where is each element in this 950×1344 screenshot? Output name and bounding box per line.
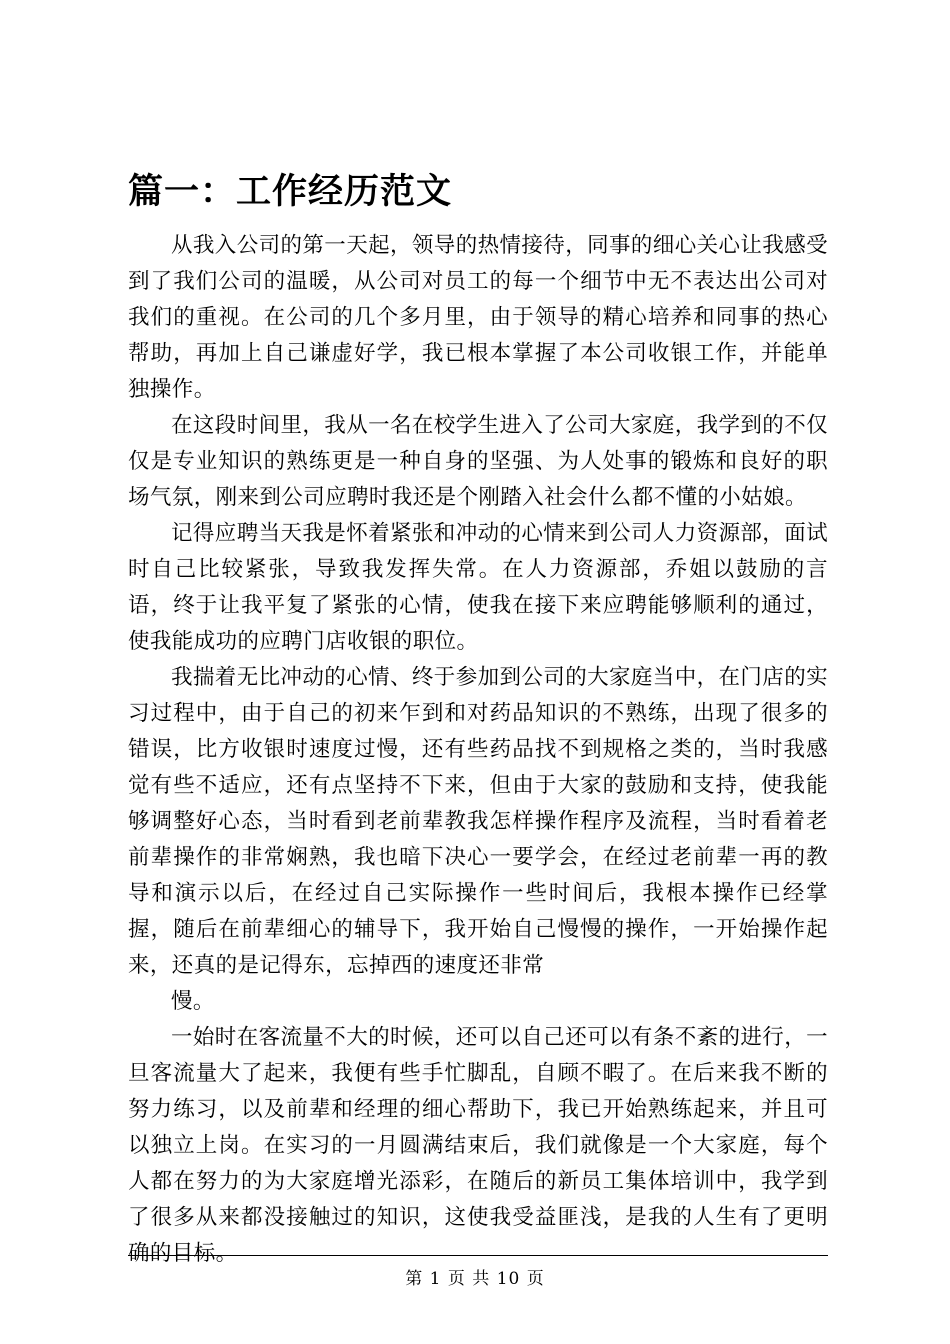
footer-divider — [128, 1255, 828, 1256]
paragraph-1: 从我入公司的第一天起，领导的热情接待，同事的细心关心让我感受到了我们公司的温暖，从公司对员工的每一个细节中无不表达出公司对我们的重视。在公司的几个多月里，由于领导的精心培养和同事的热心帮助，再加上自己谦虚好学，我已根本掌握了本公司收银工作，并能单独操作。 — [128, 232, 829, 402]
paragraph-6: 一始时在客流量不大的时候，还可以自己还可以有条不紊的进行，一旦客流量大了起来，我便有些手忙脚乱，自顾不暇了。在后来我不断的努力练习，以及前辈和经理的细心帮助下，我已开始熟练起来，并且可以独立上岗。在实习的一月圆满结束后，我们就像是一个大家庭，每个人都在努力的为大家庭增光添彩，在随后的新员工集体培训中，我学到了很多从来都没接触过的知识，这使我受益匪浅，是我的人生有了更明确的目标。 — [128, 1024, 829, 1266]
page-title: 篇一：工作经历范文 — [128, 171, 453, 212]
paragraph-2: 在这段时间里，我从一名在校学生进入了公司大家庭，我学到的不仅仅是专业知识的熟练更是一种自身的坚强、为人处事的锻炼和良好的职场气氛，刚来到公司应聘时我还是个刚踏入社会什么都不懂的小姑娘。 — [128, 412, 829, 510]
paragraph-3: 记得应聘当天我是怀着紧张和冲动的心情来到公司人力资源部，面试时自己比较紧张，导致我发挥失常。在人力资源部，乔姐以鼓励的言语，终于让我平复了紧张的心情，使我在接下来应聘能够顺利的通过，使我能成功的应聘门店收银的职位。 — [128, 520, 829, 654]
paragraph-5: 慢。 — [171, 988, 215, 1014]
page-footer: 第 1 页 共 10 页 — [405, 1269, 545, 1289]
document-content — [128, 170, 828, 1272]
paragraph-4: 我揣着无比冲动的心情、终于参加到公司的大家庭当中，在门店的实习过程中，由于自己的初来乍到和对药品知识的不熟练，出现了很多的错误，比方收银时速度过慢，还有些药品找不到规格之类的，当时我感觉有些不适应，还有点坚持不下来，但由于大家的鼓励和支持，使我能够调整好心态，当时看到老前辈教我怎样操作程序及流程，当时看着老前辈操作的非常娴熟，我也暗下决心一要学会，在经过老前辈一再的教导和演示以后，在经过自己实际操作一些时间后，我根本操作已经掌握，随后在前辈细心的辅导下，我开始自己慢慢的操作，一开始操作起来，还真的是记得东，忘掉西的速度还非常 — [128, 664, 829, 978]
